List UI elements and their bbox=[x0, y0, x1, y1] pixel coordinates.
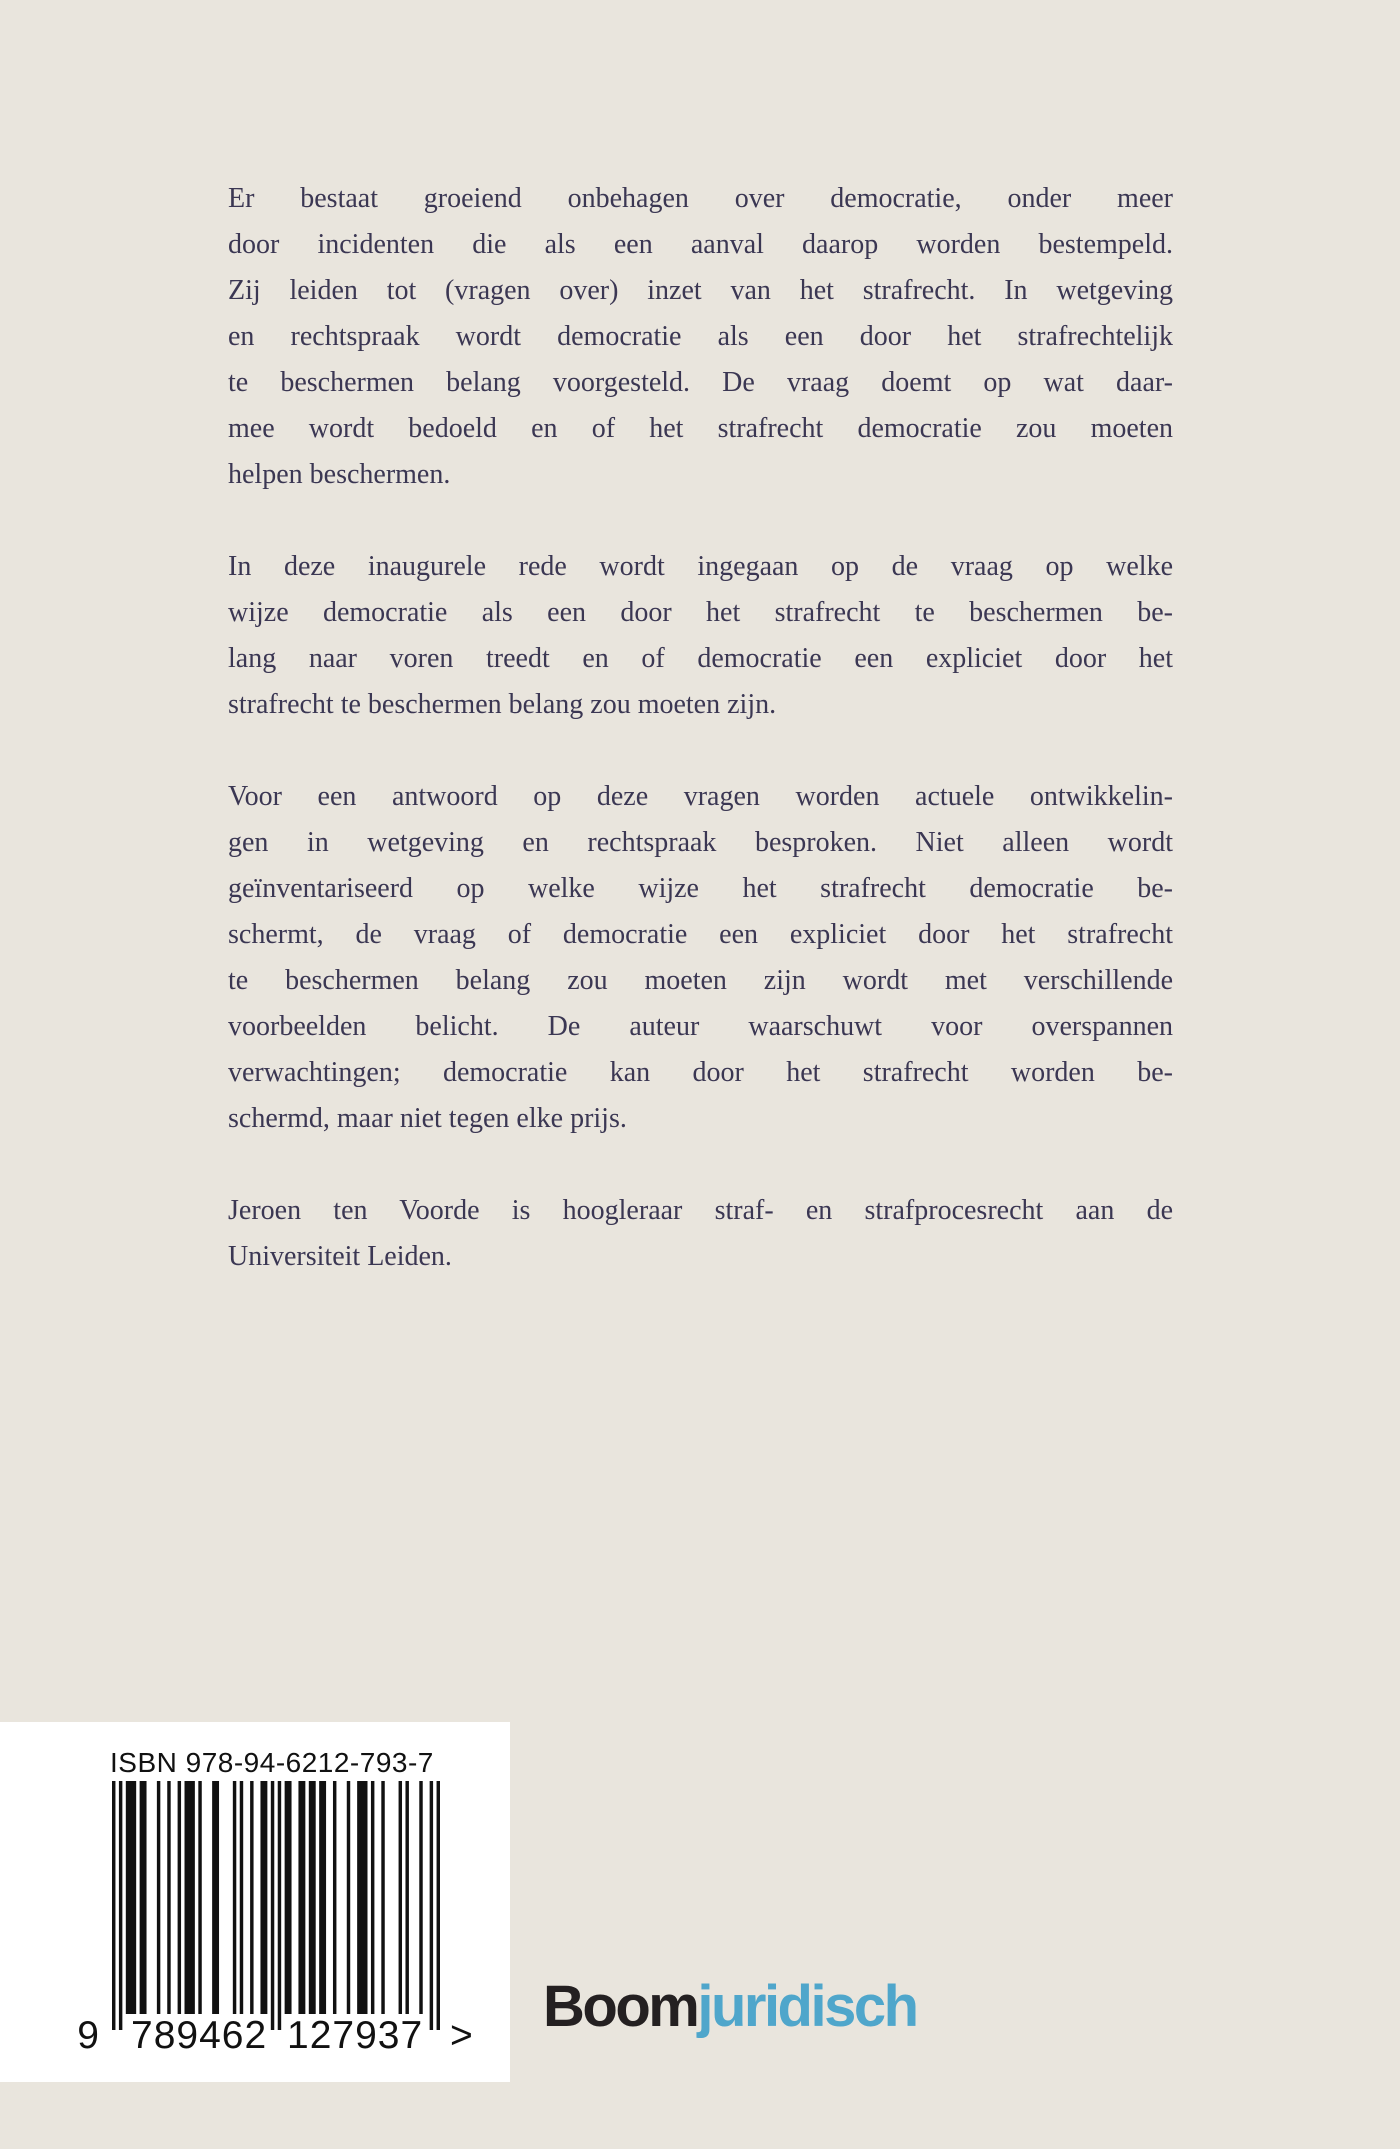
blurb-text-block bbox=[228, 176, 1173, 1280]
text-line: strafrecht te beschermen belang zou moeten zijn. bbox=[228, 689, 777, 720]
logo-juridisch: juridisch bbox=[697, 1974, 917, 2039]
text-line: lang naar voren treedt en of democratie een expliciet door het bbox=[228, 643, 1173, 674]
barcode-digit-prefix: 9 bbox=[77, 2014, 100, 2057]
text-line: mee wordt bedoeld en of het strafrecht democratie zou moeten bbox=[228, 413, 1173, 444]
text-line: en rechtspraak wordt democratie als een door het strafrechtelijk bbox=[228, 321, 1173, 352]
text-line: schermt, de vraag of democratie een expliciet door het strafrecht bbox=[228, 919, 1173, 950]
barcode-digits-left: 789462 bbox=[131, 2014, 268, 2057]
text-line: Zij leiden tot (vragen over) inzet van het strafrecht. In wetgeving bbox=[228, 275, 1173, 306]
text-line: Er bestaat groeiend onbehagen over democratie, onder meer bbox=[228, 183, 1173, 214]
text-line: wijze democratie als een door het strafrecht te beschermen be- bbox=[228, 597, 1173, 628]
text-line: verwachtingen; democratie kan door het strafrecht worden be- bbox=[228, 1057, 1173, 1088]
text-line: In deze inaugurele rede wordt ingegaan op de vraag op welke bbox=[228, 551, 1173, 582]
text-line: door incidenten die als een aanval daarop worden bestempeld. bbox=[228, 229, 1173, 260]
text-line: geïnventariseerd op welke wijze het strafrecht democratie be- bbox=[228, 873, 1173, 904]
paragraph bbox=[228, 1188, 1173, 1280]
text-line: Voor een antwoord op deze vragen worden actuele ontwikkelin- bbox=[228, 781, 1173, 812]
publisher-logo bbox=[543, 1974, 917, 2039]
text-line: Universiteit Leiden. bbox=[228, 1241, 452, 1272]
ean13-barcode bbox=[112, 1781, 440, 2030]
paragraph bbox=[228, 774, 1173, 1142]
isbn-panel bbox=[0, 1722, 510, 2082]
text-line: helpen beschermen. bbox=[228, 459, 451, 490]
logo-boom: Boom bbox=[543, 1974, 698, 2039]
text-line: Jeroen ten Voorde is hoogleraar straf- en strafprocesrecht aan de bbox=[228, 1195, 1173, 1226]
barcode-digits-right: 127937 bbox=[287, 2014, 424, 2057]
text-line: gen in wetgeving en rechtspraak besproken. Niet alleen wordt bbox=[228, 827, 1173, 858]
text-line: te beschermen belang zou moeten zijn wordt met verschillende bbox=[228, 965, 1173, 996]
quiet-zone-indicator: > bbox=[450, 2014, 473, 2057]
isbn-label: ISBN 978-94-6212-793-7 bbox=[110, 1747, 434, 1778]
paragraph bbox=[228, 544, 1173, 728]
paragraph bbox=[228, 176, 1173, 498]
text-line: schermd, maar niet tegen elke prijs. bbox=[228, 1103, 627, 1134]
text-line: te beschermen belang voorgesteld. De vraag doemt op wat daar- bbox=[228, 367, 1173, 398]
text-line: voorbeelden belicht. De auteur waarschuwt voor overspannen bbox=[228, 1011, 1173, 1042]
